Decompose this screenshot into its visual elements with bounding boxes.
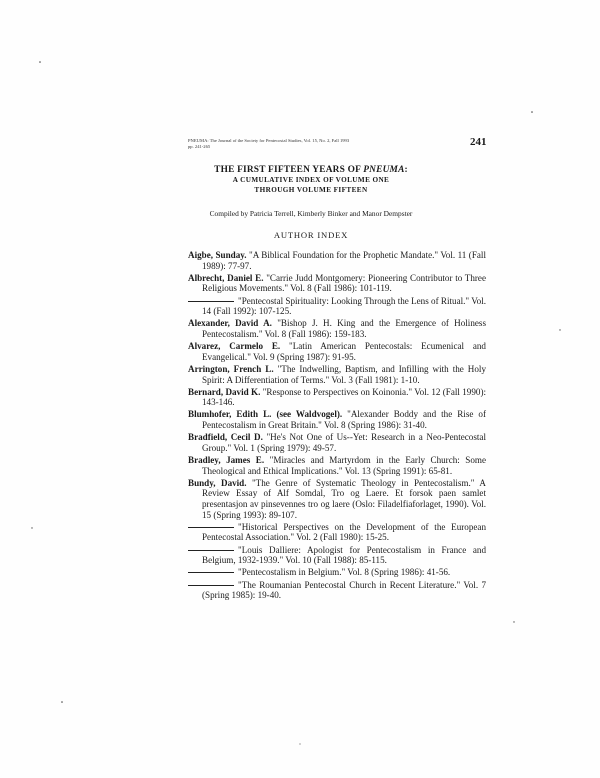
entry-citation: "The Indwelling, Baptism, and Infilling with the Holy Spirit: A Differentiation of Terms." Vol. 3 (Fall 1981): 1-10. [202, 363, 486, 385]
page-range: pp. 241-265 [188, 143, 211, 149]
entry-citation: "Pentecostalism in Belgium." Vol. 8 (Spring 1986): 41-56. [238, 567, 451, 578]
scan-speck [61, 701, 63, 703]
index-entry [188, 250, 486, 271]
title-line-3: THROUGH VOLUME FIFTEEN [254, 185, 368, 194]
repeat-author-rule [188, 571, 234, 573]
entry-author: Bradfield, Cecil D. [188, 432, 263, 443]
entry-citation: "Response to Perspectives on Koinonia." Vol. 12 (Fall 1990): 143-146. [202, 386, 486, 408]
entry-citation: "Latin American Pentecostals: Ecumenical and Evangelical." Vol. 9 (Spring 1987): 91-95. [202, 341, 486, 362]
entry-author: Bundy, David. [188, 477, 247, 488]
index-entry [188, 580, 486, 601]
scan-speck [513, 621, 514, 622]
index-entry [188, 522, 486, 543]
author-index-list [188, 250, 486, 602]
entry-author: Bernard, David K. [188, 386, 261, 397]
article-title [186, 164, 436, 195]
repeat-author-rule [188, 300, 234, 302]
repeat-author-rule [188, 549, 234, 551]
section-heading: AUTHOR INDEX [273, 230, 349, 240]
index-entry [188, 296, 486, 317]
index-entry [188, 478, 486, 520]
index-entry [188, 545, 486, 566]
title-suffix: : [404, 165, 408, 175]
journal-citation: PNEUMA: The Journal of the Society for Pentecostal Studies, Vol. 15, No. 2, Fall 1993 [188, 138, 350, 143]
title-line-2: A CUMULATIVE INDEX OF VOLUME ONE [232, 176, 390, 184]
index-entry [188, 567, 486, 578]
scan-speck [39, 61, 41, 63]
title-journal: PNEUMA [363, 165, 405, 175]
repeat-author-rule [188, 584, 234, 586]
scan-speck [299, 743, 300, 744]
index-entry [188, 455, 486, 476]
entry-author: Alvarez, Carmelo E. [188, 341, 281, 352]
index-entry [188, 387, 486, 408]
entry-citation: "Miracles and Martyrdom in the Early Church: Some Theological and Ethical Implications." Vol. 13 (Spring 1991): 65-81. [202, 455, 487, 476]
entry-citation: "Bishop J. H. King and the Emergence of Holiness Pentecostalism." Vol. 8 (Fall 1986): 159-183. [202, 318, 486, 339]
index-entry [188, 364, 486, 385]
entry-citation: "He's Not One of Us--Yet: Research in a Neo-Pentecostal Group." Vol. 1 (Spring 1979): 49-57. [202, 432, 486, 453]
entry-author: Aigbe, Sunday. [188, 250, 247, 260]
entry-author: Blumhofer, Edith L. (see Waldvogel). [188, 409, 343, 420]
compiler-credits: Compiled by Patricia Terrell, Kimberly Binker and Manor Dempster [209, 209, 413, 218]
index-entry [188, 409, 486, 430]
entry-citation: "A Biblical Foundation for the Prophetic Mandate." Vol. 11 (Fall 1989): 77-97. [202, 250, 486, 271]
entry-citation: "Historical Perspectives on the Development of the European Pentecostal Association." Vol. 2 (Fall 1980): 15-25. [202, 521, 486, 543]
title-prefix: THE FIRST FIFTEEN YEARS OF [214, 165, 364, 175]
entry-citation: "Carrie Judd Montgomery: Pioneering Contributor to Three Religious Movements." Vol. 8 (Fall 1986): 101-119. [202, 272, 487, 294]
title-line-1 [186, 164, 436, 176]
index-entry [188, 432, 486, 453]
entry-author: Bradley, James E. [188, 455, 265, 466]
scan-speck [531, 111, 533, 113]
scan-speck [31, 527, 32, 528]
entry-author: Alexander, David A. [188, 318, 272, 329]
entry-citation: "The Genre of Systematic Theology in Pentecostalism." A Review Essay of Alf Somdal, Tro og Laere. Et forsok paen samlet presentasjon av pinsevennes tro og laere (Oslo: Filadelfiaforlaget, 1990). Vol. 15 (Spring 1993): 89-107. [202, 477, 486, 520]
entry-author: Albrecht, Daniel E. [188, 272, 264, 283]
entry-author: Arrington, French L. [188, 363, 274, 374]
entry-citation: "Pentecostal Spirituality: Looking Through the Lens of Ritual." Vol. 14 (Fall 1992): 107-125. [202, 295, 486, 317]
page-number: 241 [470, 136, 487, 148]
repeat-author-rule [188, 526, 234, 528]
index-entry [188, 318, 486, 339]
entry-citation: "Alexander Boddy and the Rise of Pentecostalism in Great Britain." Vol. 8 (Spring 1986): 31-40. [202, 409, 486, 431]
scan-speck [559, 329, 560, 330]
journal-header [188, 138, 428, 149]
entry-citation: "The Roumanian Pentecostal Church in Recent Literature." Vol. 7 (Spring 1985): 19-40. [202, 579, 486, 601]
index-entry [188, 341, 486, 362]
entry-citation: "Louis Dalliere: Apologist for Pentecostalism in France and Belgium, 1932-1939." Vol. 10 (Fall 1988): 85-115. [202, 544, 486, 566]
index-entry [188, 273, 486, 294]
